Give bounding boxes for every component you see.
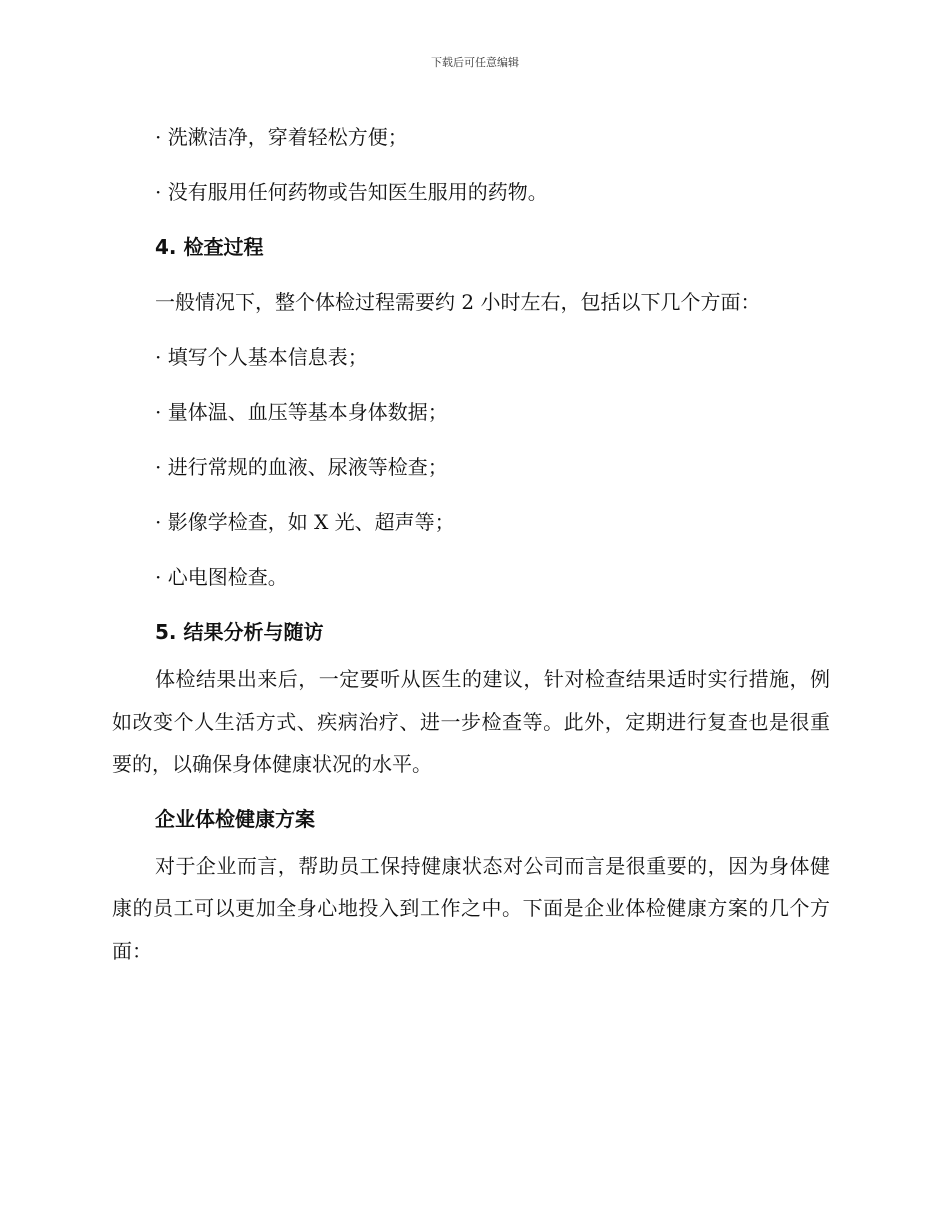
section-paragraph-enterprise: 对于企业而言，帮助员工保持健康状态对公司而言是很重要的，因为身体健康的员工可以更加全身心地投入到工作之中。下面是企业体检健康方案的几个方面： bbox=[112, 853, 830, 963]
section-heading-4: 4. 检查过程 bbox=[155, 235, 264, 259]
page-header: 下载后可任意编辑 bbox=[431, 56, 519, 69]
bullet-item-wash: · 洗漱洁净，穿着轻松方便； bbox=[155, 125, 408, 149]
bullet-item-vitals: · 量体温、血压等基本身体数据； bbox=[155, 400, 448, 424]
bullet-item-form: · 填写个人基本信息表； bbox=[155, 345, 368, 369]
bullet-item-lab: · 进行常规的血液、尿液等检查； bbox=[155, 455, 448, 479]
section-heading-5: 5. 结果分析与随访 bbox=[155, 620, 324, 644]
bullet-item-medicine: · 没有服用任何药物或告知医生服用的药物。 bbox=[155, 180, 548, 204]
document-body bbox=[112, 110, 830, 978]
section-paragraph-5: 体检结果出来后，一定要听从医生的建议，针对检查结果适时实行措施，例如改变个人生活方式、疾病治疗、进一步检查等。此外，定期进行复查也是很重要的，以确保身体健康状况的水平。 bbox=[112, 667, 830, 776]
bullet-item-ecg: · 心电图检查。 bbox=[155, 565, 288, 589]
section-heading-enterprise: 企业体检健康方案 bbox=[155, 806, 315, 831]
bullet-item-imaging: · 影像学检查，如 X 光、超声等； bbox=[155, 510, 455, 534]
section-intro-4: 一般情况下，整个体检过程需要约 2 小时左右，包括以下几个方面： bbox=[155, 290, 761, 314]
